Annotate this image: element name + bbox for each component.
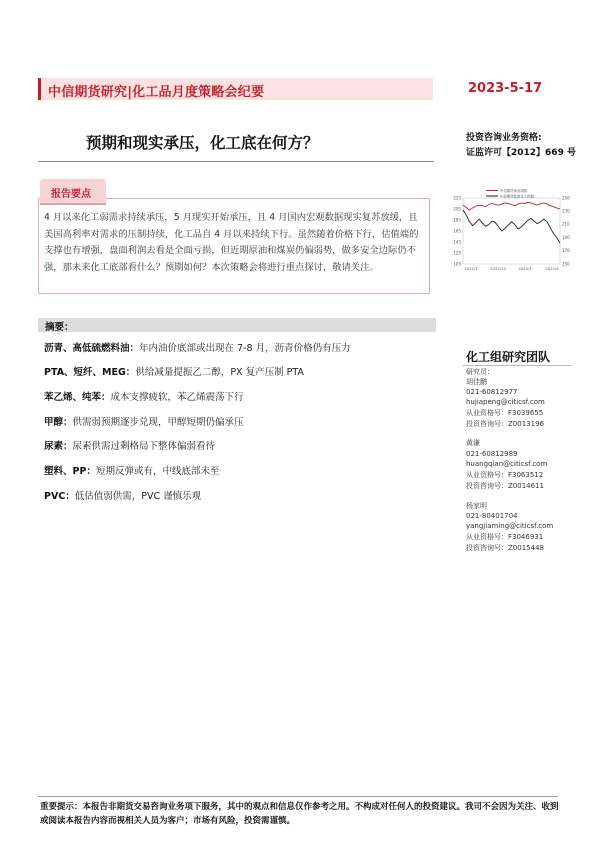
item-head: 塑料、PP： [44, 466, 96, 477]
member-license: 从业资格号：F3039655 [466, 409, 544, 417]
y-left-tick: 125 [453, 250, 461, 256]
item-head: PVC： [44, 491, 75, 502]
member-consult: 投资咨询号：Z0015448 [466, 544, 544, 552]
disclaimer: 重要提示：本报告非期货交易咨询业务项下服务，其中的观点和信息仅作参考之用。不构成对任何人的投资建议。我司不会因为关注、收到或阅读本报告内容而视相关人员为客户；市场有风险，投资需谨慎。 [40, 802, 559, 826]
summary-text: 4 月以来化工弱需求持续承压，5 月现实开始承压，且 4 月国内宏观数据现实复苏放缓，且美国高利率对需求的压制持续，化工品自 4 月以来持续下行。虽然随着价格下行，估值端的支撑也有增强，盘面利润去看是全面亏损，但近期原油和煤炭仍偏弱势，做多安全边际仍不强，那未来化工底部看什么？预期如何？本次策略会将进行重点探讨，敬请关注。 [44, 212, 419, 273]
team-title: 化工组研究团队 [466, 350, 551, 364]
member-name: 杨家明 [466, 502, 487, 510]
member-license: 从业资格号：F3063512 [466, 471, 544, 479]
abstract-item [44, 364, 304, 378]
abstract-item [44, 438, 215, 452]
plot-frame [463, 198, 560, 264]
member-email[interactable]: yangjiaming@citicsf.com [466, 522, 554, 530]
x-tick: 2023/4 [545, 266, 559, 271]
item-body: 供给减量提振乙二醇，PX 复产压制 PTA [135, 367, 304, 378]
y-left-tick: 165 [453, 228, 461, 234]
y-right-tick: 250 [562, 195, 570, 201]
abstract-label: 摘要： [45, 322, 74, 333]
item-body: 尿素供需过剩格局下整体偏弱看待 [72, 441, 216, 452]
abstract-item [44, 488, 201, 502]
series-line [463, 210, 560, 243]
footer-divider [38, 796, 558, 797]
member-phone: 021-60812989 [466, 450, 518, 458]
x-tick: 2022/10 [490, 266, 506, 271]
abstract-item [44, 340, 351, 354]
member-consult: 投资咨询号：Z0013196 [466, 420, 544, 428]
x-tick: 2022/7 [464, 266, 478, 271]
x-tick: 2023/1 [518, 266, 532, 271]
y-left-tick: 205 [453, 206, 461, 212]
item-head: 苯乙烯、纯苯： [44, 392, 111, 403]
y-left-tick: 225 [453, 195, 461, 201]
certification-line2: 证监许可【2012】669 号 [466, 148, 576, 158]
member-name: 黄谦 [466, 439, 480, 447]
item-body: 供需弱预期逐步兑现，甲醇短期仍偏承压 [72, 417, 244, 428]
y-right-tick: 210 [562, 221, 570, 227]
abstract-item [44, 414, 244, 428]
member-email[interactable]: hujiapeng@citicsf.com [466, 398, 545, 406]
y-right-tick: 230 [562, 208, 570, 214]
abstract-item [44, 389, 244, 403]
y-left-tick: 185 [453, 217, 461, 223]
report-brand: 中信期货研究|化工品月度策略会纪要 [48, 85, 265, 100]
member-email[interactable]: huangqian@citicsf.com [466, 460, 548, 468]
summary-tab-label: 报告要点 [51, 189, 91, 200]
item-body: 年内油价底部或出现在 7-8 月，沥青价格仍有压力 [139, 343, 351, 354]
item-body: 短期反弹或有，中线底部未至 [95, 466, 220, 477]
item-head: 尿素： [44, 441, 73, 452]
y-right-tick: 150 [562, 261, 570, 267]
member-phone: 021-60812977 [466, 388, 518, 396]
abstract-bar [38, 318, 436, 332]
y-left-tick: 105 [453, 261, 461, 267]
member-license: 从业资格号：F3046931 [466, 533, 544, 541]
legend-label: 中信期货能源化工指数 [500, 194, 534, 199]
researcher-label: 研究员： [466, 368, 494, 376]
y-right-tick: 190 [562, 234, 570, 240]
member-consult: 投资咨询号：Z0014611 [466, 482, 544, 490]
abstract-item [44, 463, 219, 477]
page-title: 预期和现实承压，化工底在何方？ [86, 134, 319, 152]
y-right-tick: 170 [562, 248, 570, 254]
index-chart [446, 188, 574, 274]
y-left-tick: 145 [453, 239, 461, 245]
certification-line1: 投资咨询业务资格: [466, 133, 542, 143]
item-head: 沥青、高低硫燃料油： [44, 343, 140, 354]
title-divider [38, 161, 434, 162]
item-head: PTA、短纤、MEG： [44, 367, 136, 378]
series-line [463, 202, 560, 210]
legend-label: 中信期货商品指数 [500, 189, 528, 193]
item-body: 成本支撑疲软，苯乙烯震荡下行 [110, 392, 244, 403]
item-body: 低估值弱供需，PVC 谨慎乐观 [74, 491, 202, 502]
report-date: 2023-5-17 [468, 81, 543, 96]
team-divider [463, 365, 571, 366]
item-head: 甲醇： [44, 417, 73, 428]
member-name: 胡佳鹏 [466, 378, 487, 386]
member-phone: 021-80401704 [466, 512, 518, 520]
